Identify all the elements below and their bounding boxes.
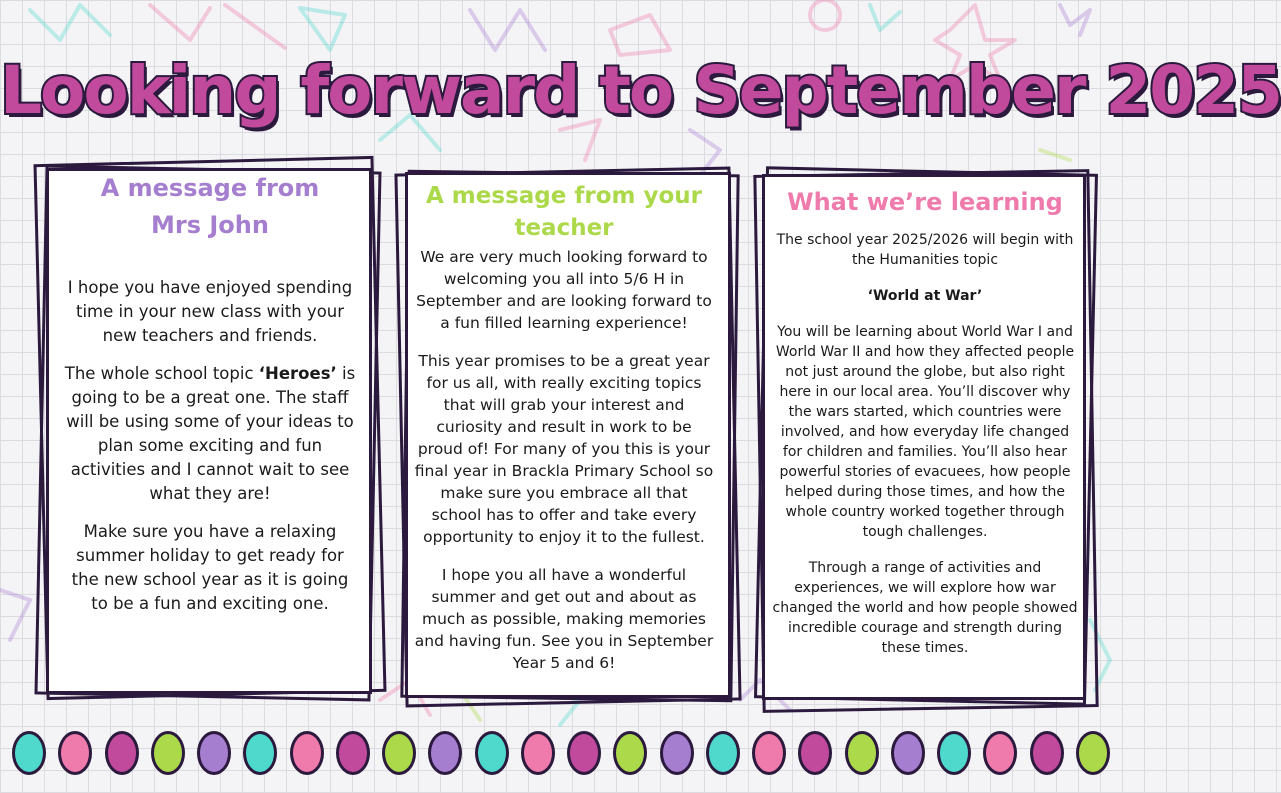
decorative-dot xyxy=(983,731,1017,775)
decorative-dot xyxy=(706,731,740,775)
decorative-dot xyxy=(845,731,879,775)
heading-line: A message from xyxy=(100,174,320,202)
paragraph: I hope you all have a wonderful summer and get out and about as much as possible, making memories and having fun. See you in September Year 5 and 6! xyxy=(414,566,714,672)
decorative-dot xyxy=(1076,731,1110,775)
card-heading xyxy=(62,170,358,244)
paragraph: Through a range of activities and experiences, we will explore how war changed the world and how people showed incredible courage and strength during these times. xyxy=(772,560,1078,656)
card-heading: What we’re learning xyxy=(787,188,1063,216)
decorative-dot-border xyxy=(12,731,1110,777)
topic-name: ‘Heroes’ xyxy=(258,364,337,383)
heading-line: Mrs John xyxy=(151,211,269,239)
paragraph: We are very much looking forward to welcoming you all into 5/6 H in September and are looking forward to a fun filled learning experience! xyxy=(416,248,712,332)
decorative-dot xyxy=(891,731,925,775)
decorative-dot xyxy=(475,731,509,775)
paragraph: I hope you have enjoyed spending time in your new class with your new teachers and friends. xyxy=(67,278,353,345)
decorative-dot xyxy=(151,731,185,775)
decorative-dot xyxy=(243,731,277,775)
decorative-dot xyxy=(660,731,694,775)
decorative-dot xyxy=(937,731,971,775)
decorative-dot xyxy=(613,731,647,775)
decorative-dot xyxy=(58,731,92,775)
topic-name: ‘World at War’ xyxy=(867,288,983,304)
decorative-dot xyxy=(428,731,462,775)
topic-paragraph xyxy=(62,362,358,506)
decorative-dot xyxy=(1030,731,1064,775)
page-title: Looking forward to September 2025 xyxy=(0,52,1281,129)
decorative-dot xyxy=(290,731,324,775)
decorative-dot xyxy=(752,731,786,775)
decorative-dot xyxy=(105,731,139,775)
paragraph: You will be learning about World War I and World War II and how they affected people not just around the globe, but also right here in our local area. You’ll discover why the wars started, which countries were involved, and how everyday life changed for children and families. You’ll also hear powerful stories of evacuees, how people helped during those times, and how the whole country worked together through tough challenges. xyxy=(775,324,1075,540)
text-span: The whole school topic xyxy=(64,364,259,383)
decorative-dot xyxy=(12,731,46,775)
paragraph: This year promises to be a great year for us all, with really exciting topics that will grab your interest and curiosity and result in work to be proud of! For many of you this is your final year in Brackla Primary School so make sure you embrace all that school has to offer and take every opportunity to enjoy it to the fullest. xyxy=(414,352,714,546)
text-span: is going to be a great one. The staff will be using some of your ideas to plan some exciting and fun activities and I cannot wait to see what they are! xyxy=(66,364,356,503)
decorative-dot xyxy=(382,731,416,775)
paragraph: Make sure you have a relaxing summer holiday to get ready for the new school year as it is going to be a fun and exciting one. xyxy=(71,522,349,613)
decorative-dot xyxy=(567,731,601,775)
intro-paragraph: The school year 2025/2026 will begin with the Humanities topic xyxy=(776,232,1074,268)
card-heading: A message from your teacher xyxy=(426,183,702,241)
decorative-dot xyxy=(521,731,555,775)
decorative-dot xyxy=(336,731,370,775)
decorative-dot xyxy=(197,731,231,775)
decorative-dot xyxy=(798,731,832,775)
